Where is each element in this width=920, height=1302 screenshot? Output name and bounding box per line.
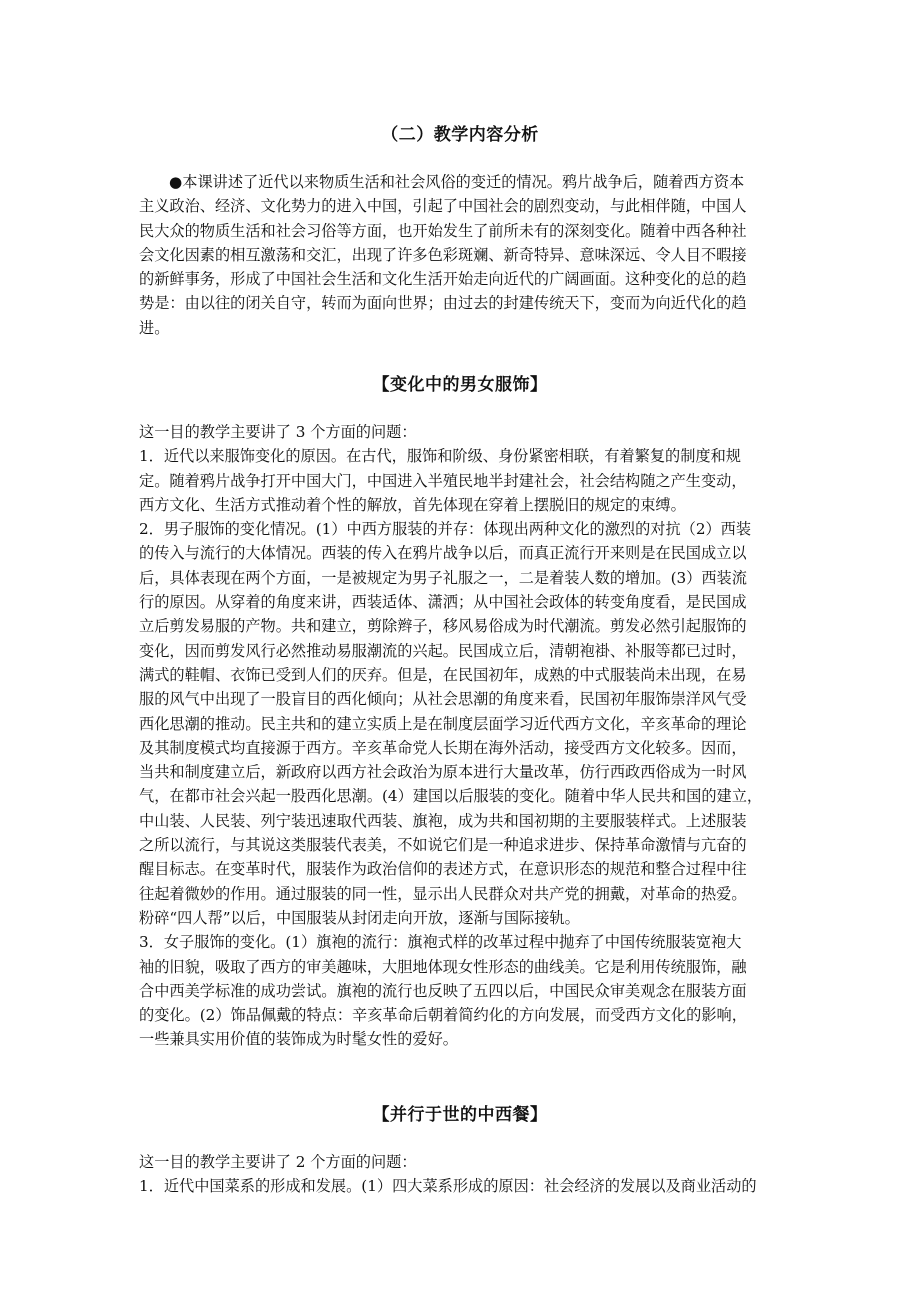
clothing-line: 的变化。(2）饰品佩戴的特点：辛亥革命后朝着简约化的方向发展，而受西方文化的影响， [139, 1006, 747, 1025]
food-line: 这一目的教学主要讲了 2 个方面的问题： [139, 1153, 417, 1171]
intro-line: 民大众的物质生活和社会习俗等方面，也开始发生了前所未有的深刻变化。随着中西各种社 [139, 221, 747, 240]
clothing-line: 袖的旧貌，吸取了西方的审美趣味，大胆地体现女性形态的曲线美。它是利用传统服饰，融 [139, 957, 747, 976]
clothing-line: 当共和制度建立后，新政府以西方社会政治为原本进行大量改革，仿行西政西俗成为一时风 [139, 763, 747, 782]
clothing-line: 一些兼具实用价值的装饰成为时髦女性的爱好。 [139, 1030, 458, 1049]
clothing-line: 行的原因。从穿着的角度来讲，西装适体、潇洒；从中国社会政体的转变角度看，是民国成 [139, 593, 747, 612]
clothing-line: 服的风气中出现了一股盲目的西化倾向；从社会思潮的角度来看，民国初年服饰崇洋风气受 [139, 690, 747, 709]
food-paragraph [139, 1150, 784, 1199]
clothing-line: 满式的鞋帽、衣饰已受到人们的厌弃。但是，在民国初年，成熟的中式服装尚未出现，在易 [139, 665, 747, 684]
clothing-line: 醒目标志。在变革时代，服装作为政治信仰的表述方式，在意识形态的规范和整合过程中往 [139, 860, 747, 879]
clothing-paragraph [139, 420, 784, 1052]
intro-line: 进。 [139, 318, 170, 337]
section-title-clothing: 【变化中的男女服饰】 [372, 375, 548, 395]
section-title-analysis: （二）教学内容分析 [381, 125, 539, 145]
clothing-line: 往起着微妙的作用。通过服装的同一性，显示出人民群众对共产党的拥戴，对革命的热爱。 [139, 884, 747, 903]
intro-line: 会文化因素的相互激荡和交汇，出现了许多色彩斑斓、新奇特异、意味深远、令人目不暇接 [139, 245, 747, 264]
clothing-line: 西方文化、生活方式推动着个性的解放，首先体现在穿着上摆脱旧的规定的束缚。 [139, 495, 686, 514]
clothing-line: 这一目的教学主要讲了 3 个方面的问题： [139, 423, 417, 441]
intro-line: 主义政治、经济、文化势力的进入中国，引起了中国社会的剧烈变动，与此相伴随，中国人 [139, 197, 747, 216]
clothing-line: 中山装、人民装、列宁装迅速取代西装、旗袍，成为共和国初期的主要服装样式。上述服装 [139, 811, 747, 830]
intro-line: 的新鲜事务，形成了中国社会生活和文化生活开始走向近代的广阔画面。这种变化的总的趋 [139, 270, 747, 289]
clothing-line: 粉碎“四人帮”以后，中国服装从封闭走向开放，逐渐与国际接轨。 [139, 908, 580, 927]
clothing-line: 3．女子服饰的变化。(1）旗袍的流行：旗袍式样的改革过程中抛弃了中国传统服装宽袍大 [139, 933, 742, 952]
clothing-line: 立后剪发易服的产物。共和建立，剪除辫子，移风易俗成为时代潮流。剪发必然引起服饰的 [139, 617, 747, 636]
clothing-line: 2．男子服饰的变化情况。(1）中西方服装的并存：体现出两种文化的激烈的对抗（2）西装 [139, 520, 752, 539]
clothing-line: 定。随着鸦片战争打开中国大门，中国进入半殖民地半封建社会，社会结构随之产生变动， [139, 471, 747, 490]
intro-paragraph [139, 170, 784, 340]
clothing-line: 及其制度模式均直接源于西方。辛亥革命党人长期在海外活动，接受西方文化较多。因而， [139, 738, 747, 757]
clothing-line: 变化，因而剪发风行必然推动易服潮流的兴起。民国成立后，清朝袍褂、补服等都已过时， [139, 641, 747, 660]
food-line: 1．近代中国菜系的形成和发展。(1）四大菜系形成的原因：社会经济的发展以及商业活动的 [139, 1177, 757, 1196]
clothing-line: 之所以流行，与其说这类服装代表美，不如说它们是一种追求进步、保持革命激情与亢奋的 [139, 836, 747, 855]
clothing-line: 气，在都市社会兴起一股西化思潮。(4）建国以后服装的变化。随着中华人民共和国的建立， [139, 787, 763, 806]
clothing-line: 后，具体表现在两个方面，一是被规定为男子礼服之一，二是着装人数的增加。(3）西装流 [139, 568, 747, 587]
intro-line: ●本课讲述了近代以来物质生活和社会风俗的变迁的情况。鸦片战争后，随着西方资本 [169, 173, 745, 191]
clothing-line: 的传入与流行的大体情况。西装的传入在鸦片战争以后，而真正流行开来则是在民国成立以 [139, 544, 747, 563]
section-title-food: 【并行于世的中西餐】 [372, 1105, 548, 1125]
clothing-line: 1．近代以来服饰变化的原因。在古代，服饰和阶级、身份紧密相联，有着繁复的制度和规 [139, 447, 741, 466]
intro-line: 势是：由以往的闭关自守，转而为面向世界；由过去的封建传统天下，变而为向近代化的趋 [139, 294, 747, 313]
clothing-line: 西化思潮的推动。民主共和的建立实质上是在制度层面学习近代西方文化，辛亥革命的理论 [139, 714, 747, 733]
clothing-line: 合中西美学标准的成功尝试。旗袍的流行也反映了五四以后，中国民众审美观念在服装方面 [139, 981, 747, 1000]
